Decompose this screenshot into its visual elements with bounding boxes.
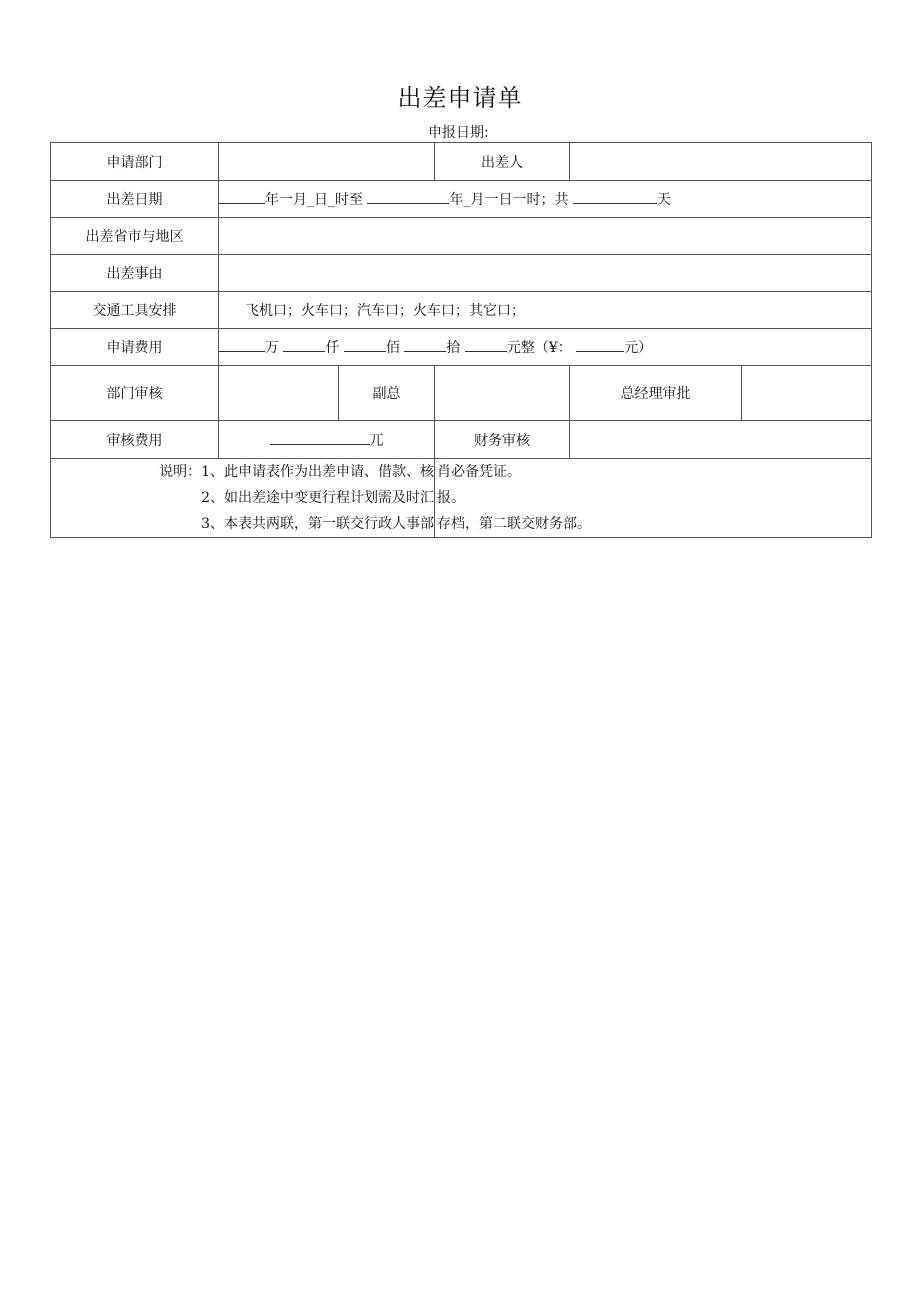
notes-left xyxy=(51,459,435,538)
blank-end-year[interactable] xyxy=(367,189,449,204)
requested-amount-field[interactable] xyxy=(219,329,872,366)
requested-amount-label: 申请费用 xyxy=(51,329,219,366)
note-line-3-right: 存档，第二联交财务部。 xyxy=(437,516,591,532)
blank-total-days[interactable] xyxy=(573,189,657,204)
dept-review-field[interactable] xyxy=(219,366,339,421)
travel-application-form xyxy=(50,142,872,538)
transport-options[interactable]: 飞机口；火车口；汽车口；火车口；其它口； xyxy=(219,292,872,329)
unit-shi: 拾 xyxy=(446,340,461,356)
blank-qian[interactable] xyxy=(283,337,325,352)
blank-wan[interactable] xyxy=(219,337,265,352)
blank-bai[interactable] xyxy=(344,337,386,352)
transport-label: 交通工具安排 xyxy=(51,292,219,329)
note-line-1-left: 说明：1、此申请表作为出差申请、借款、核 xyxy=(159,464,434,480)
blank-yuan[interactable] xyxy=(465,337,507,352)
dept-review-label: 部门审核 xyxy=(51,366,219,421)
row-purpose xyxy=(51,255,872,292)
note-line-2-left: 2、如出差途中变更行程计划需及时汇 xyxy=(201,490,434,506)
row-region xyxy=(51,218,872,255)
dept-label: 申请部门 xyxy=(51,143,219,181)
notes-right xyxy=(435,459,872,538)
unit-wan: 万 xyxy=(265,340,279,356)
travel-date-text-1: 年一月_日_时至 xyxy=(265,192,363,208)
region-label: 出差省市与地区 xyxy=(51,218,219,255)
blank-approved-amount[interactable] xyxy=(270,430,370,445)
unit-bai: 佰 xyxy=(385,340,400,356)
row-transport xyxy=(51,292,872,329)
travel-date-text-2: 年_月一日一时；共 xyxy=(449,192,569,208)
purpose-field[interactable] xyxy=(219,255,872,292)
finance-review-label: 财务审核 xyxy=(435,421,570,459)
gm-approval-label: 总经理审批 xyxy=(570,366,742,421)
row-approvals xyxy=(51,366,872,421)
row-approved-amount xyxy=(51,421,872,459)
approved-amount-unit: 兀 xyxy=(369,432,384,449)
vp-field[interactable] xyxy=(435,366,570,421)
row-notes xyxy=(51,459,872,538)
approved-amount-field[interactable] xyxy=(219,421,435,459)
blank-shi[interactable] xyxy=(404,337,446,352)
row-dept-traveler xyxy=(51,143,872,181)
approved-amount-label: 审核费用 xyxy=(51,421,219,459)
report-date-label: 申报日期: xyxy=(428,125,489,141)
traveler-label: 出差人 xyxy=(435,143,570,181)
travel-date-text-3: 天 xyxy=(656,192,671,208)
dept-field[interactable] xyxy=(219,143,435,181)
document-title: 出差申请单 xyxy=(397,84,523,112)
vp-label: 副总 xyxy=(339,366,435,421)
note-line-1-right: 肖必备凭证。 xyxy=(437,464,521,480)
row-requested-amount xyxy=(51,329,872,366)
traveler-field[interactable] xyxy=(570,143,872,181)
blank-amount-numeric[interactable] xyxy=(576,337,624,352)
note-line-3-left: 3、本表共两联，第一联交行政人事部 xyxy=(201,516,434,532)
unit-qian: 仟 xyxy=(325,340,340,356)
travel-date-field[interactable] xyxy=(219,181,872,218)
gm-approval-field[interactable] xyxy=(742,366,872,421)
travel-date-label: 出差日期 xyxy=(51,181,219,218)
row-travel-date xyxy=(51,181,872,218)
blank-start-year[interactable] xyxy=(219,189,265,204)
note-line-2-right: 报。 xyxy=(437,490,465,506)
region-field[interactable] xyxy=(219,218,872,255)
unit-yuan-zheng: 元整（¥： xyxy=(506,340,572,356)
unit-yuan-close: 元） xyxy=(624,340,653,356)
purpose-label: 出差事由 xyxy=(51,255,219,292)
finance-review-field[interactable] xyxy=(570,421,872,459)
